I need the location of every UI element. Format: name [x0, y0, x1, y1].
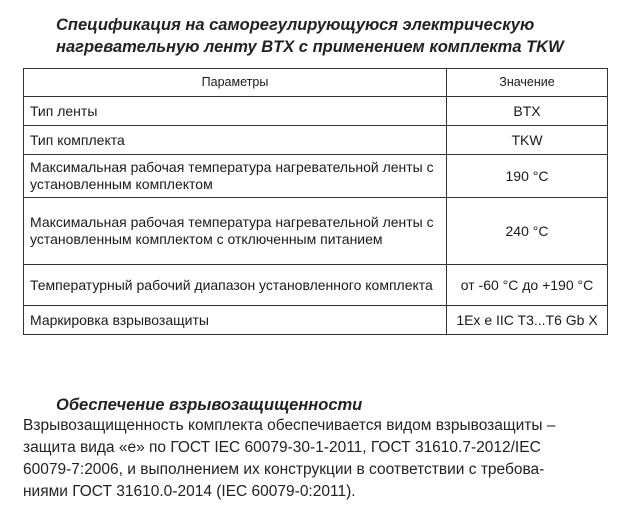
table-header-row	[24, 69, 608, 97]
param-cell: Максимальная рабочая температура нагревательной ленты с установленным комплектом с отключенным питанием	[24, 198, 447, 265]
value-cell: 1Ex e IIC T3...T6 Gb X	[447, 306, 608, 335]
body-line: ниями ГОСТ 31610.0-2014 (IEC 60079-0:2011).	[23, 483, 356, 500]
body-line: Взрывозащищенность комплекта обеспечивается видом взрывозащиты –	[23, 417, 556, 434]
value-cell: 190 °C	[447, 155, 608, 198]
section-body	[23, 415, 619, 503]
table-row	[24, 198, 608, 265]
table-row	[24, 265, 608, 306]
section-title: Обеспечение взрывозащищенности	[56, 396, 363, 414]
body-line: 60079-7:2006, и выполнением их конструкции в соответствии с требова-	[23, 461, 545, 478]
title-line-1: Спецификация на саморегулирующуюся электрическую	[56, 16, 535, 34]
specification-table	[23, 68, 608, 335]
header-parameters: Параметры	[24, 69, 447, 97]
param-cell: Максимальная рабочая температура нагревательной ленты с установленным комплектом	[24, 155, 447, 198]
table-row	[24, 97, 608, 126]
table-row	[24, 155, 608, 198]
body-line: защита вида «е» по ГОСТ IEC 60079-30-1-2011, ГОСТ 31610.7-2012/IEC	[23, 439, 541, 456]
table-row	[24, 306, 608, 335]
param-cell: Тип комплекта	[24, 126, 447, 155]
param-cell: Тип ленты	[24, 97, 447, 126]
table-row	[24, 126, 608, 155]
value-cell: TKW	[447, 126, 608, 155]
document-title	[56, 14, 616, 58]
value-cell: от -60 °C до +190 °C	[447, 265, 608, 306]
value-cell: 240 °C	[447, 198, 608, 265]
title-line-2: нагревательную ленту BTX с применением комплекта TKW	[56, 38, 564, 56]
value-cell: BTX	[447, 97, 608, 126]
header-value: Значение	[447, 69, 608, 97]
param-cell: Температурный рабочий диапазон установленного комплекта	[24, 265, 447, 306]
param-cell: Маркировка взрывозащиты	[24, 306, 447, 335]
